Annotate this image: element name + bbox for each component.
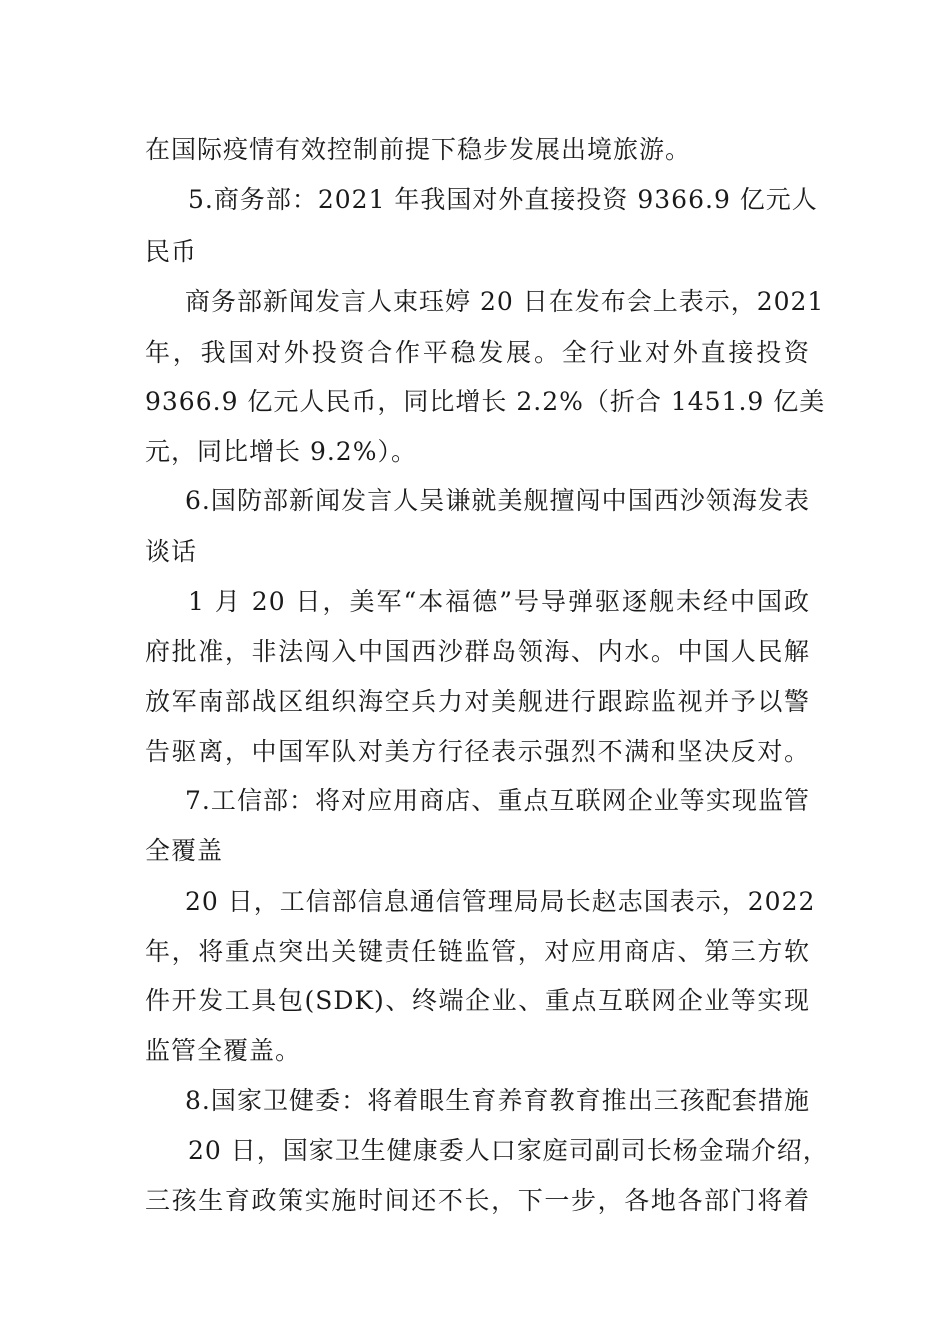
heading-line: 民币 xyxy=(145,237,198,266)
text-line: 放军南部战区组织海空兵力对美舰进行跟踪监视并予以警 xyxy=(145,687,810,716)
text-line: 20 日，国家卫生健康委人口家庭司副司长杨金瑞介绍， xyxy=(188,1136,829,1165)
heading-line: 7.工信部：将对应用商店、重点互联网企业等实现监管 xyxy=(185,786,810,815)
text-line: 元，同比增长 9.2%）。 xyxy=(145,437,417,466)
heading-line: 谈话 xyxy=(145,537,198,566)
text-line: 20 日，工信部信息通信管理局局长赵志国表示，2022 xyxy=(185,887,816,916)
text-line: 年，我国对外投资合作平稳发展。全行业对外直接投资 xyxy=(145,338,810,367)
heading-line: 8.国家卫健委：将着眼生育养育教育推出三孩配套措施 xyxy=(185,1086,810,1115)
text-line: 商务部新闻发言人束珏婷 20 日在发布会上表示，2021 xyxy=(185,287,825,316)
text-line: 1 月 20 日，美军“本福德”号导弹驱逐舰未经中国政 xyxy=(188,587,810,616)
heading-line: 5.商务部：2021 年我国对外直接投资 9366.9 亿元人 xyxy=(188,185,818,214)
text-line: 监管全覆盖。 xyxy=(145,1036,302,1065)
text-line: 告驱离，中国军队对美方行径表示强烈不满和坚决反对。 xyxy=(145,737,810,766)
text-line: 年，将重点突出关键责任链监管，对应用商店、第三方软 xyxy=(145,937,810,966)
text-line: 府批准，非法闯入中国西沙群岛领海、内水。中国人民解 xyxy=(145,637,810,666)
text-line: 三孩生育政策实施时间还不长，下一步，各地各部门将着 xyxy=(145,1186,810,1215)
heading-line: 6.国防部新闻发言人吴谦就美舰擅闯中国西沙领海发表 xyxy=(185,486,810,515)
text-line: 件开发工具包(SDK)、终端企业、重点互联网企业等实现 xyxy=(145,986,810,1015)
text-line: 9366.9 亿元人民币，同比增长 2.2%（折合 1451.9 亿美 xyxy=(145,387,826,416)
text-line: 在国际疫情有效控制前提下稳步发展出境旅游。 xyxy=(145,135,692,164)
heading-line: 全覆盖 xyxy=(145,836,224,865)
